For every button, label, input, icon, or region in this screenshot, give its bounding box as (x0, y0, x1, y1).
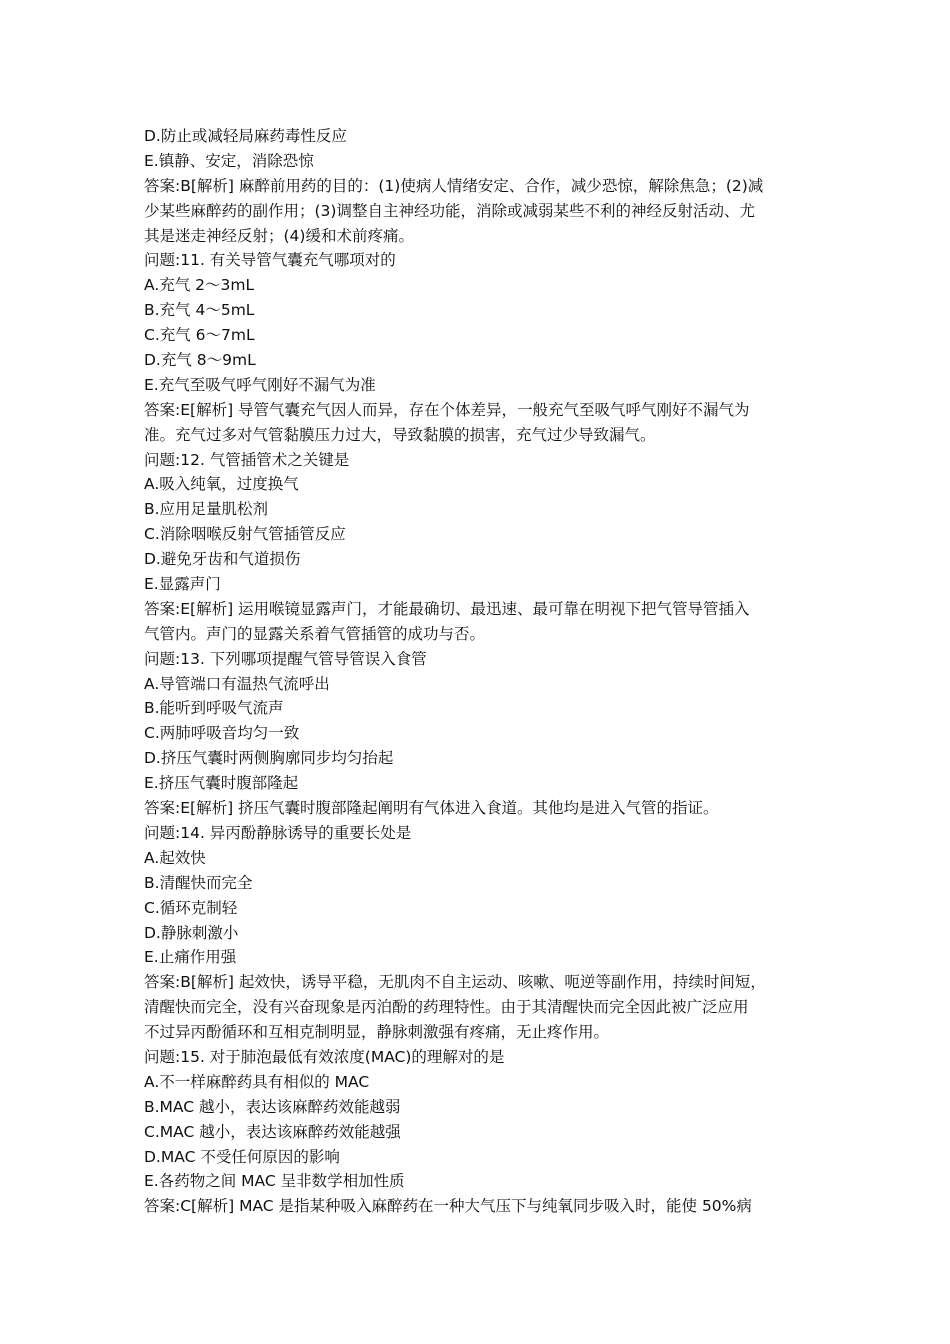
answer-line: 清醒快而完全，没有兴奋现象是丙泊酚的药理特性。由于其清醒快而完全因此被广泛应用 (144, 998, 749, 1017)
answer-line: 答案:B[解析] 起效快，诱导平稳，无肌肉不自主运动、咳嗽、呃逆等副作用，持续时间短， (144, 973, 766, 992)
answer-line: 答案:C[解析] MAC 是指某种吸入麻醉药在一种大气压下与纯氧同步吸入时，能使 50%病 (144, 1197, 752, 1216)
option-a: A.不一样麻醉药具有相似的 MAC (144, 1072, 370, 1091)
answer-line: 少某些麻醉药的副作用；(3)调整自主神经功能，消除或减弱某些不利的神经反射活动、尤 (144, 201, 755, 220)
option-c: C.两肺呼吸音均匀一致 (144, 724, 300, 743)
answer-line: 准。充气过多对气管黏膜压力过大，导致黏膜的损害，充气过少导致漏气。 (144, 425, 656, 444)
option-d: D.挤压气囊时两侧胸廓同步均匀抬起 (144, 749, 394, 768)
answer-line: 答案:E[解析] 运用喉镜显露声门，才能最确切、最迅速、最可靠在明视下把气管导管插入 (144, 599, 750, 618)
answer-line: 不过异丙酚循环和互相克制明显，静脉刺激强有疼痛，无止疼作用。 (144, 1023, 610, 1042)
option-d: D.MAC 不受任何原因的影响 (144, 1147, 340, 1166)
option-d: D.静脉刺激小 (144, 923, 239, 942)
question-15: 问题:15. 对于肺泡最低有效浓度(MAC)的理解对的是 (144, 1047, 505, 1066)
option-e: E.镇静、安定，消除恐惊 (144, 151, 314, 170)
option-e: E.挤压气囊时腹部隆起 (144, 774, 299, 793)
option-c: C.消除咽喉反射气管插管反应 (144, 525, 346, 544)
option-c: C.充气 6～7mL (144, 326, 255, 345)
document-body (144, 124, 814, 1219)
answer-line: 答案:E[解析] 挤压气囊时腹部隆起阐明有气体进入食道。其他均是进入气管的指证。 (144, 799, 719, 818)
question-13: 问题:13. 下列哪项提醒气管导管误入食管 (144, 649, 427, 668)
option-b: B.应用足量肌松剂 (144, 500, 269, 519)
option-b: B.MAC 越小，表达该麻醉药效能越弱 (144, 1097, 401, 1116)
answer-line: 答案:E[解析] 导管气囊充气因人而异，存在个体差异，一般充气至吸气呼气刚好不漏气为 (144, 400, 750, 419)
option-b: B.充气 4～5mL (144, 301, 255, 320)
option-d: D.充气 8～9mL (144, 351, 256, 370)
option-d: D.防止或减轻局麻药毒性反应 (144, 127, 347, 145)
option-a: A.导管端口有温热气流呼出 (144, 674, 330, 693)
option-a: A.充气 2～3mL (144, 276, 255, 295)
option-c: C.循环克制轻 (144, 898, 238, 917)
option-e: E.止痛作用强 (144, 948, 237, 967)
option-b: B.能听到呼吸气流声 (144, 699, 284, 718)
option-d: D.避免牙齿和气道损伤 (144, 550, 301, 569)
question-14: 问题:14. 异丙酚静脉诱导的重要长处是 (144, 823, 412, 842)
option-e: E.充气至吸气呼气刚好不漏气为准 (144, 375, 376, 394)
answer-line: 气管内。声门的显露关系着气管插管的成功与否。 (144, 624, 486, 643)
question-11: 问题:11. 有关导管气囊充气哪项对的 (144, 251, 396, 270)
option-b: B.清醒快而完全 (144, 873, 253, 892)
question-12: 问题:12. 气管插管术之关键是 (144, 450, 350, 469)
option-a: A.起效快 (144, 848, 206, 867)
answer-line: 答案:B[解析] 麻醉前用药的目的：(1)使病人情绪安定、合作，减少恐惊，解除焦急；(2)减 (144, 176, 764, 195)
option-c: C.MAC 越小，表达该麻醉药效能越强 (144, 1122, 401, 1141)
answer-line: 其是迷走神经反射；(4)缓和术前疼痛。 (144, 226, 414, 245)
option-e: E.各药物之间 MAC 呈非数学相加性质 (144, 1172, 405, 1191)
option-e: E.显露声门 (144, 575, 221, 594)
option-a: A.吸入纯氧，过度换气 (144, 475, 299, 494)
